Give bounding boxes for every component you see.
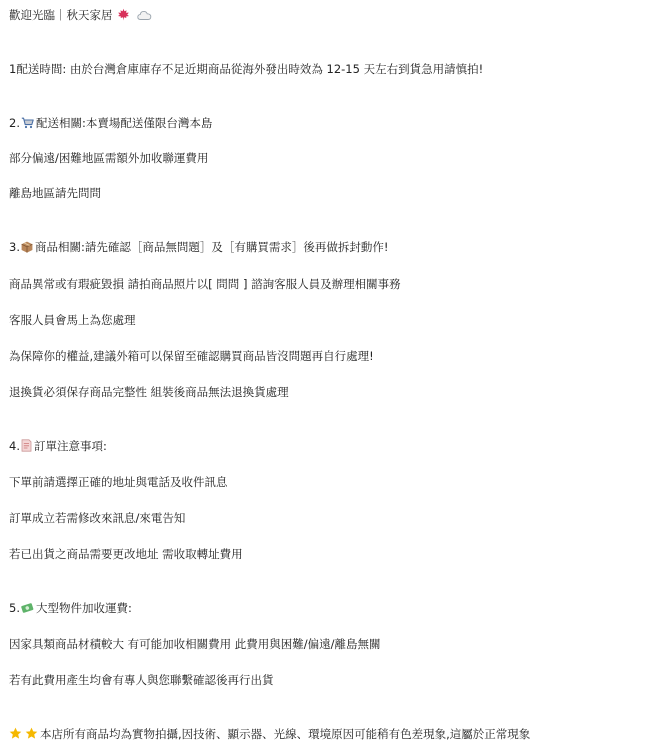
section-2-title: 配送相關:本賣場配送僅限台灣本島 (35, 116, 213, 130)
receipt-icon (21, 439, 32, 456)
cloud-icon (137, 9, 152, 25)
section-4-line-3: 若已出貨之商品需要更改地址 需收取轉址費用 (9, 547, 243, 561)
section-2-line-2: 離島地區請先問問 (9, 186, 101, 200)
section-2-line-1: 部分偏遠/困難地區需額外加收聯運費用 (9, 151, 209, 165)
star-icon (25, 727, 38, 744)
section-4-number: 4. (9, 439, 20, 453)
section-5-line-1: 因家具類商品材積較大 有可能加收相關費用 此費用與困難/偏遠/離島無關 (9, 637, 381, 651)
section-3-line-1: 商品異常或有瑕疵毀損 請拍商品照片以[ 問問 ] 諮詢客服人員及辦理相關事務 (9, 277, 401, 291)
maple-leaf-icon (117, 8, 130, 25)
footer-text: 本店所有商品均為實物拍攝,因技術、顯示器、光線、環境原因可能稍有色差現象,這屬於正常現象 (40, 727, 531, 741)
section-4-title: 訂單注意事項: (33, 439, 107, 453)
section-3-heading (9, 239, 388, 255)
footer-line (9, 726, 530, 742)
section-3-line-4: 退換貨必須保存商品完整性 組裝後商品無法退換貨處理 (9, 385, 289, 399)
section-5-number: 5. (9, 601, 20, 615)
section-3-line-3: 為保障你的權益,建議外箱可以保留至確認購買商品皆沒問題再自行處理! (9, 349, 374, 363)
section-5-title: 大型物件加收運費: (35, 601, 132, 615)
section-3-line-2: 客服人員會馬上為您處理 (9, 313, 136, 327)
greeting-line (9, 7, 154, 23)
section-5-heading (9, 600, 132, 616)
package-icon (21, 241, 33, 257)
money-icon (21, 602, 34, 618)
section-3-number: 3. (9, 240, 20, 254)
section-5-line-2: 若有此費用產生均會有專人與您聯繫確認後再行出貨 (9, 673, 274, 687)
greeting-text: 歡迎光臨｜秋天家居 (9, 8, 113, 22)
star-icon (9, 727, 22, 744)
section-3-title: 商品相關:請先確認［商品無問題］及［有購買需求］後再做拆封動作! (34, 240, 389, 254)
section-4-line-2: 訂單成立若需修改來訊息/來電告知 (9, 511, 186, 525)
section-2-number: 2. (9, 116, 20, 130)
shopping-cart-icon (21, 117, 34, 133)
section-2-heading (9, 115, 212, 131)
section-4-heading (9, 438, 107, 454)
section-4-line-1: 下單前請選擇正確的地址與電話及收件訊息 (9, 475, 228, 489)
shipping-time-line: 1配送時間: 由於台灣倉庫庫存不足近期商品從海外發出時效為 12-15 天左右到貨急用請慎拍! (9, 62, 484, 76)
